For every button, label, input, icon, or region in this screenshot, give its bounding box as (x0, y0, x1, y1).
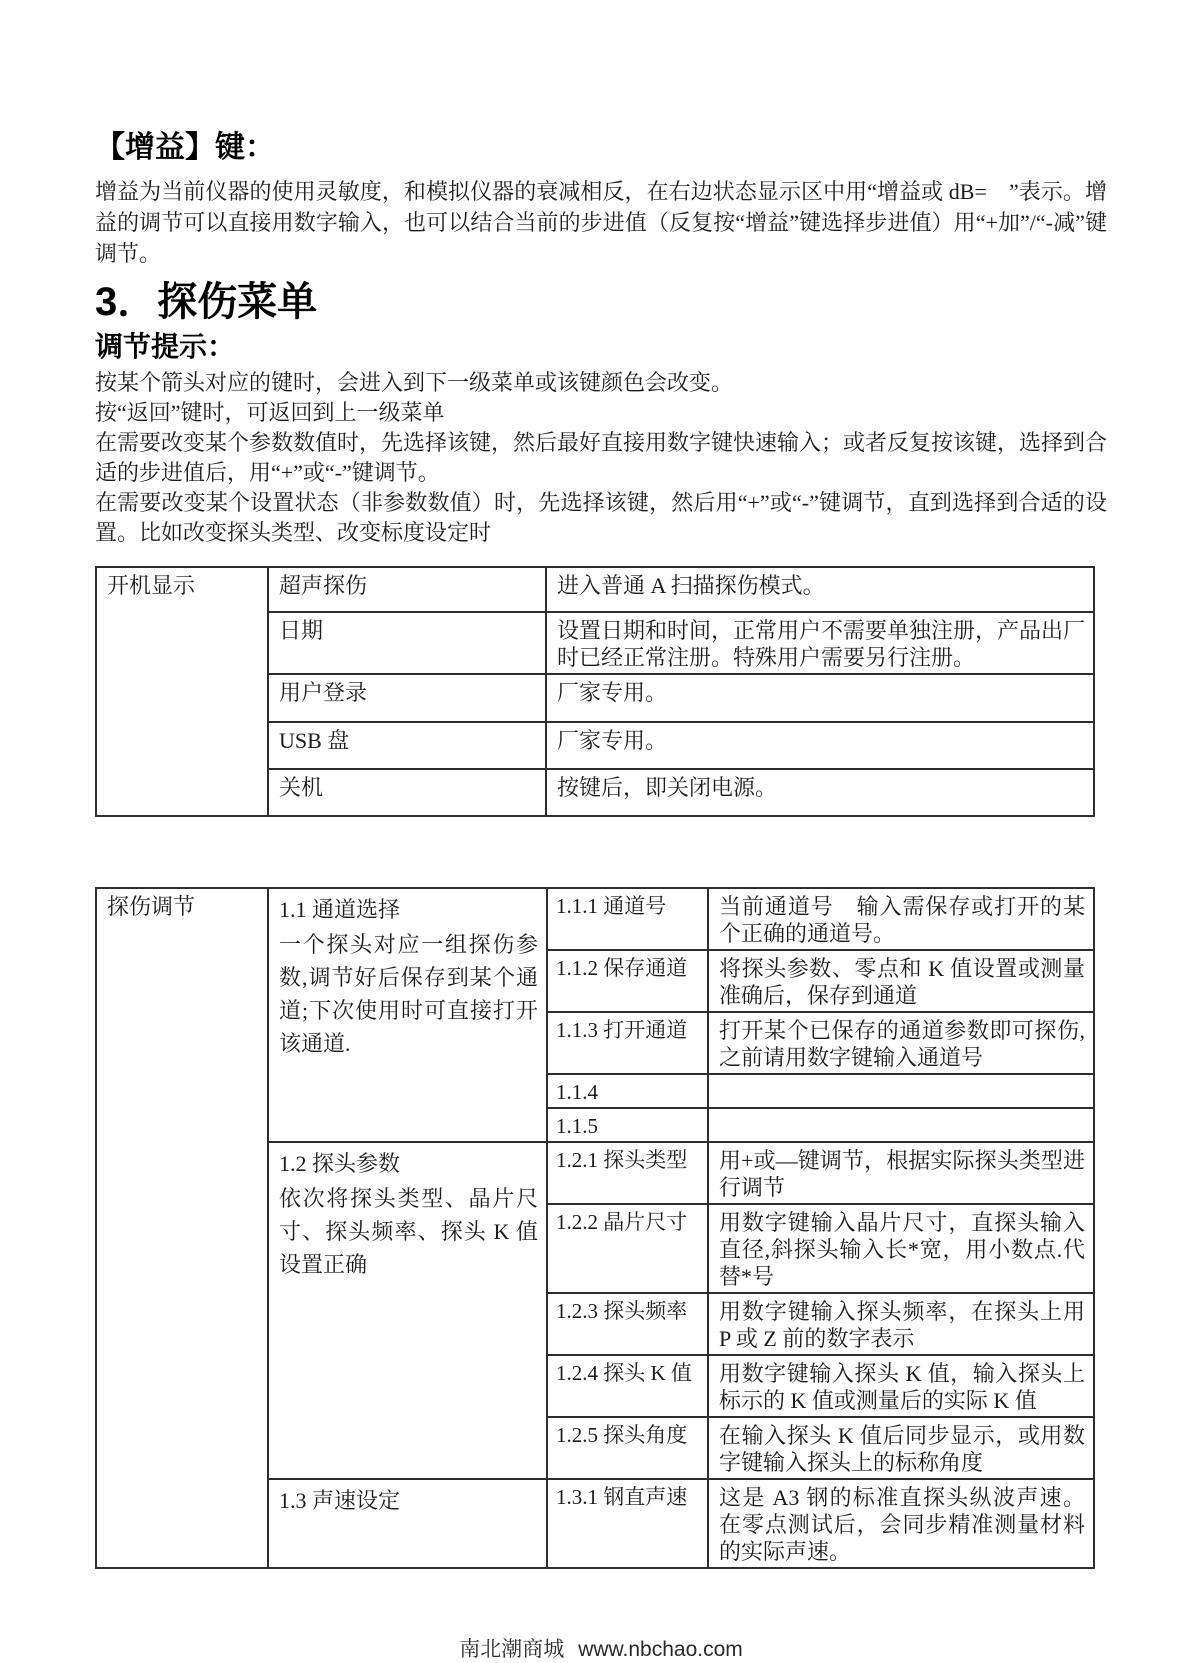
tip-line: 在需要改变某个设置状态（非参数数值）时，先选择该键，然后用“+”或“-”键调节，直到选择到合适的设置。比如改变探头类型、改变标度设定时 (95, 490, 1107, 545)
section-heading: 3．探伤菜单 (95, 280, 318, 324)
menu-desc-cell: 厂家专用。 (546, 722, 1094, 769)
submenu-desc-cell: 用+或—键调节，根据实际探头类型进行调节 (708, 1142, 1094, 1204)
row-header-cell: 开机显示 (96, 567, 268, 816)
menu-item-cell: 超声探伤 (268, 567, 546, 612)
submenu-item-cell: 1.1.1 通道号 (547, 888, 708, 950)
submenu-item-cell: 1.2.5 探头角度 (547, 1417, 708, 1479)
tip-line: 按某个箭头对应的键时，会进入到下一级菜单或该键颜色会改变。 (95, 370, 734, 395)
submenu-item-cell: 1.3.1 钢直声速 (547, 1479, 708, 1568)
menu-item-cell: USB 盘 (268, 722, 546, 769)
submenu-item-cell: 1.1.3 打开通道 (547, 1012, 708, 1074)
submenu-desc-cell: 在输入探头 K 值后同步显示，或用数字键输入探头上的标称角度 (708, 1417, 1094, 1479)
submenu-item-cell: 1.2.4 探头 K 值 (547, 1355, 708, 1417)
menu-desc-cell: 厂家专用。 (546, 674, 1094, 722)
submenu-desc-cell: 用数字键输入探头频率，在探头上用 P 或 Z 前的数字表示 (708, 1293, 1094, 1355)
footer-site-name: 南北潮商城 (459, 1638, 565, 1661)
menu-desc-cell: 按键后，即关闭电源。 (546, 769, 1094, 816)
submenu-desc-cell: 用数字键输入晶片尺寸，直探头输入直径,斜探头输入长*宽，用小数点.代替*号 (708, 1204, 1094, 1293)
menu-group-title: 1.1 通道选择 (279, 897, 401, 922)
gain-body-paragraph: 增益为当前仪器的使用灵敏度，和模拟仪器的衰减相反，在右边状态显示区中用“增益或 dB= ”表示。增益的调节可以直接用数字输入，也可以结合当前的步进值（反复按“增益”键选择步进值）用“+加”/“-减”键调节。 (95, 179, 1107, 266)
tip-line: 按“返回”键时，可返回到上一级菜单 (95, 400, 445, 425)
flaw-adjust-menu-table (95, 887, 1095, 1569)
submenu-item-cell: 1.2.3 探头频率 (547, 1293, 708, 1355)
page-footer (95, 1633, 1107, 1663)
submenu-item-cell: 1.2.2 晶片尺寸 (547, 1204, 708, 1293)
submenu-desc-cell: 将探头参数、零点和 K 值设置或测量准确后，保存到通道 (708, 950, 1094, 1012)
menu-desc-cell: 设置日期和时间，正常用户不需要单独注册，产品出厂时已经正常注册。特殊用户需要另行注册。 (546, 612, 1094, 674)
menu-group-cell (268, 888, 547, 1142)
submenu-desc-cell (708, 1108, 1094, 1142)
menu-group-cell (268, 1479, 547, 1568)
menu-item-cell: 日期 (268, 612, 546, 674)
submenu-item-cell: 1.2.1 探头类型 (547, 1142, 708, 1204)
menu-desc-cell: 进入普通 A 扫描探伤模式。 (546, 567, 1094, 612)
menu-group-title: 1.3 声速设定 (279, 1488, 401, 1513)
submenu-item-cell: 1.1.5 (547, 1108, 708, 1142)
startup-menu-table (95, 566, 1095, 817)
row-header-cell: 探伤调节 (96, 888, 268, 1568)
submenu-desc-cell: 当前通道号 输入需保存或打开的某个正确的通道号。 (708, 888, 1094, 950)
tips-heading: 调节提示： (95, 331, 236, 362)
menu-group-note: 一个探头对应一组探伤参数,调节好后保存到某个通道;下次使用时可直接打开该通道. (279, 932, 538, 1056)
menu-group-cell (268, 1142, 547, 1479)
menu-item-cell: 关机 (268, 769, 546, 816)
table-row (96, 567, 1094, 612)
menu-item-cell: 用户登录 (268, 674, 546, 722)
submenu-item-cell: 1.1.2 保存通道 (547, 950, 708, 1012)
submenu-desc-cell (708, 1074, 1094, 1108)
tip-line: 在需要改变某个参数数值时，先选择该键，然后最好直接用数字键快速输入；或者反复按该键，选择到合适的步进值后，用“+”或“-”键调节。 (95, 430, 1108, 485)
menu-group-title: 1.2 探头参数 (279, 1151, 401, 1176)
menu-group-note: 依次将探头类型、晶片尺寸、探头频率、探头 K 值设置正确 (279, 1186, 538, 1277)
submenu-item-cell: 1.1.4 (547, 1074, 708, 1108)
gain-key-heading: 【增益】键： (95, 131, 275, 164)
submenu-desc-cell: 打开某个已保存的通道参数即可探伤,之前请用数字键输入通道号 (708, 1012, 1094, 1074)
table-row (96, 888, 1094, 950)
submenu-desc-cell: 用数字键输入探头 K 值，输入探头上标示的 K 值或测量后的实际 K 值 (708, 1355, 1094, 1417)
footer-url: www.nbchao.com (578, 1638, 743, 1661)
submenu-desc-cell: 这是 A3 钢的标准直探头纵波声速。在零点测试后，会同步精准测量材料的实际声速。 (708, 1479, 1094, 1568)
